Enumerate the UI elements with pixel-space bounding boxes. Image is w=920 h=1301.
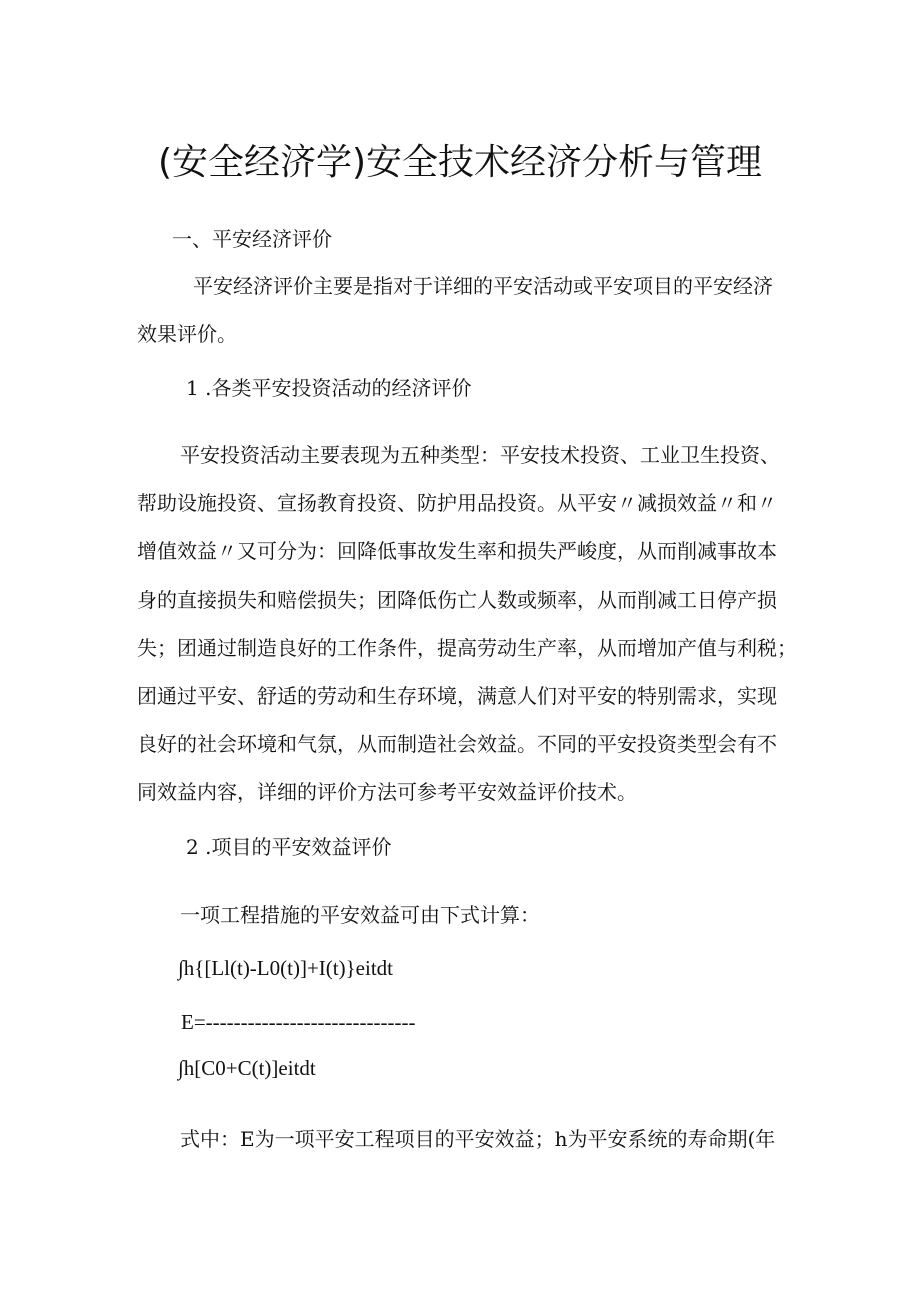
subsection-1-line-4: 身的直接损失和赔偿损失；团降低伤亡人数或频率，从而削减工日停产损 — [137, 588, 777, 612]
explanation-line: 式中：E为一项平安工程项目的平安效益；h为平安系统的寿命期(年 — [180, 1127, 776, 1151]
formula-numerator: ∫h{[Ll(t)-L0(t)]+I(t)}eitdt — [178, 956, 394, 980]
section-heading: 一、平安经济评价 — [172, 227, 332, 251]
subsection-1-line-5: 失；团通过制造良好的工作条件，提高劳动生产率，从而增加产值与利税； — [137, 636, 797, 660]
subsection-1-heading: 1 .各类平安投资活动的经济评价 — [186, 376, 472, 400]
subsection-1-line-1: 平安投资活动主要表现为五种类型：平安技术投资、工业卫生投资、 — [180, 443, 780, 467]
subsection-1-line-6: 团通过平安、舒适的劳动和生存环境，满意人们对平安的特别需求，实现 — [137, 684, 777, 708]
formula-denominator: ∫h[C0+C(t)]eitdt — [178, 1056, 316, 1080]
subsection-1-line-2: 帮助设施投资、宣扬教育投资、防护用品投资。从平安〃减损效益〃和〃 — [137, 491, 777, 515]
subsection-1-line-7: 良好的社会环境和气氛，从而制造社会效益。不同的平安投资类型会有不 — [137, 732, 777, 756]
formula-fraction-line: E=------------------------------ — [181, 1010, 416, 1034]
subsection-1-line-8: 同效益内容，详细的评价方法可参考平安效益评价技术。 — [137, 780, 637, 804]
subsection-1-line-3: 增值效益〃又可分为：回降低事故发生率和损失严峻度，从而削减事故本 — [137, 539, 777, 563]
subsection-2-heading: 2 .项目的平安效益评价 — [186, 835, 392, 859]
intro-line-1: 平安经济评价主要是指对于详细的平安活动或平安项目的平安经济 — [193, 274, 773, 298]
document-title: (安全经济学)安全技术经济分析与管理 — [157, 142, 763, 183]
formula-intro: 一项工程措施的平安效益可由下式计算： — [180, 903, 540, 927]
intro-line-2: 效果评价。 — [137, 322, 237, 346]
